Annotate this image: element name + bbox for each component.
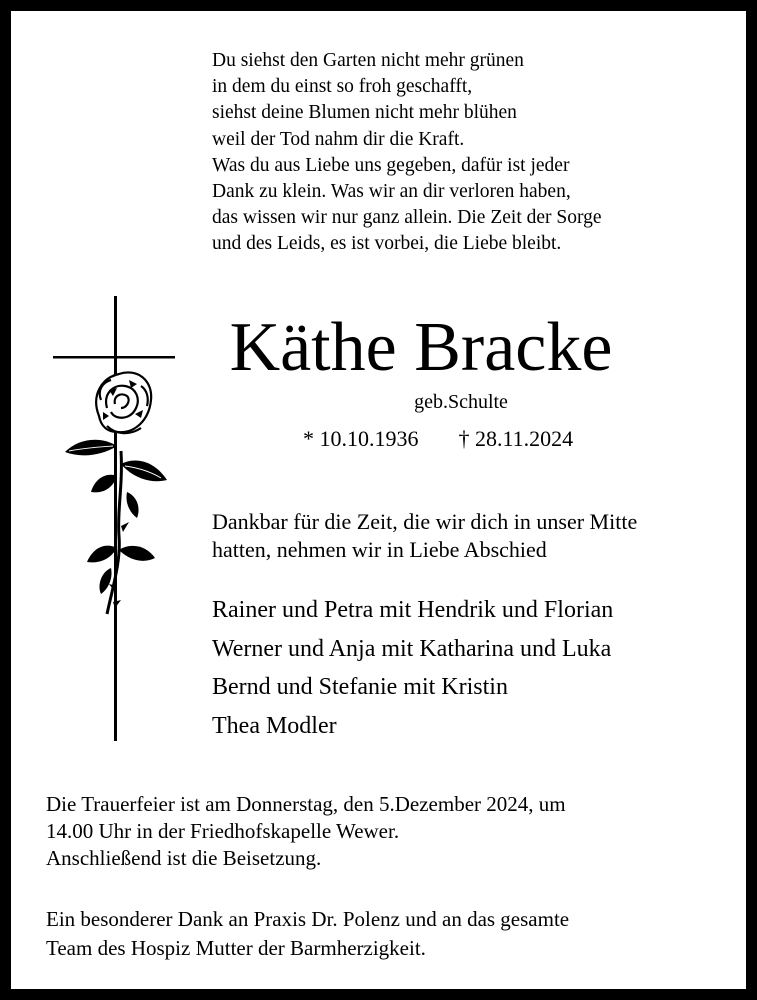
- poem-line: Was du aus Liebe uns gegeben, dafür ist jeder: [212, 154, 570, 176]
- family-member: Bernd und Stefanie mit Kristin: [212, 674, 508, 700]
- memorial-poem: [212, 48, 732, 258]
- closing-line: Team des Hospiz Mutter der Barmherzigkeit.: [46, 936, 426, 960]
- maiden-name: geb.Schulte: [414, 391, 508, 413]
- poem-line: weil der Tod nahm dir die Kraft.: [212, 128, 465, 150]
- deceased-name: Käthe Bracke: [229, 309, 613, 386]
- funeral-line: 14.00 Uhr in der Friedhofskapelle Wewer.: [46, 819, 400, 843]
- birth-date: * 10.10.1936: [303, 426, 419, 451]
- farewell-text: [212, 508, 742, 564]
- closing-line: Ein besonderer Dank an Praxis Dr. Polenz und an das gesamte: [46, 907, 570, 931]
- funeral-line: Die Trauerfeier ist am Donnerstag, den 5.Dezember 2024, um: [46, 792, 566, 816]
- funeral-info: [46, 791, 746, 872]
- life-dates: [303, 424, 573, 454]
- family-member: Thea Modler: [212, 712, 337, 739]
- farewell-line: hatten, nehmen wir in Liebe Abschied: [212, 537, 547, 562]
- family-member: Rainer und Petra mit Hendrik und Florian: [212, 597, 614, 623]
- poem-line: siehst deine Blumen nicht mehr blühen: [212, 102, 517, 124]
- closing-thanks: [46, 905, 746, 963]
- farewell-line: Dankbar für die Zeit, die wir dich in unser Mitte: [212, 509, 638, 534]
- family-member: Werner und Anja mit Katharina und Luka: [212, 635, 612, 662]
- poem-line: und des Leids, es ist vorbei, die Liebe bleibt.: [212, 233, 562, 255]
- family-list: [212, 591, 742, 745]
- death-date: † 28.11.2024: [458, 426, 574, 451]
- poem-line: Du siehst den Garten nicht mehr grünen: [212, 50, 524, 71]
- poem-line: das wissen wir nur ganz allein. Die Zeit der Sorge: [212, 207, 602, 229]
- funeral-line: Anschließend ist die Beisetzung.: [46, 846, 322, 870]
- poem-line: Dank zu klein. Was wir an dir verloren haben,: [212, 181, 571, 203]
- poem-line: in dem du einst so froh geschafft,: [212, 76, 473, 98]
